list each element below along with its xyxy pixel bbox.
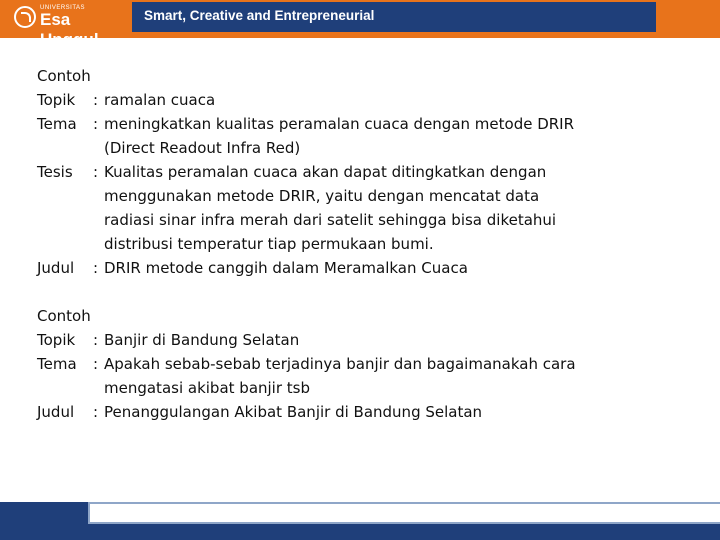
row-value-continued: (Direct Readout Infra Red) xyxy=(104,139,301,157)
row-value-continued: menggunakan metode DRIR, yaitu dengan mencatat data xyxy=(104,187,540,205)
logo-name: Esa Unggul xyxy=(40,10,99,49)
row-key: Topik xyxy=(37,331,76,349)
row-colon: : xyxy=(93,115,99,133)
row-value: Penanggulangan Akibat Banjir di Bandung Selatan xyxy=(104,403,483,421)
row-colon: : xyxy=(93,331,99,349)
row-key: Tema xyxy=(37,355,77,373)
row-topik xyxy=(37,328,697,352)
row-value-continued: distribusi temperatur tiap permukaan bumi. xyxy=(104,235,434,253)
row-colon: : xyxy=(93,259,99,277)
row-colon: : xyxy=(93,91,99,109)
row-topik xyxy=(37,88,697,112)
row-value: ramalan cuaca xyxy=(104,91,216,109)
row-tema xyxy=(37,112,697,136)
tagline-box xyxy=(130,0,658,34)
row-key: Judul xyxy=(37,259,75,277)
logo-small-text: UNIVERSITAS xyxy=(40,5,86,11)
university-logo xyxy=(0,0,128,49)
row-value: DRIR metode canggih dalam Meramalkan Cuaca xyxy=(104,259,468,277)
row-value-continued: radiasi sinar infra merah dari satelit sehingga bisa diketahui xyxy=(104,211,557,229)
row-colon: : xyxy=(93,403,99,421)
row-tema xyxy=(37,352,697,376)
example-heading: Contoh xyxy=(37,307,91,325)
row-value-continued: mengatasi akibat banjir tsb xyxy=(104,379,311,397)
row-key: Topik xyxy=(37,91,76,109)
row-key: Tesis xyxy=(37,163,73,181)
row-value: meningkatkan kualitas peramalan cuaca dengan metode DRIR xyxy=(104,115,575,133)
row-key: Tema xyxy=(37,115,77,133)
row-judul xyxy=(37,400,697,424)
tagline: Smart, Creative and Entrepreneurial xyxy=(144,8,375,23)
footer-panel xyxy=(88,502,720,524)
row-key: Judul xyxy=(37,403,75,421)
logo-emblem-icon xyxy=(14,6,36,28)
row-colon: : xyxy=(93,163,99,181)
row-value: Kualitas peramalan cuaca akan dapat ditingkatkan dengan xyxy=(104,163,547,181)
example-heading: Contoh xyxy=(37,67,91,85)
row-judul xyxy=(37,256,697,280)
row-tesis xyxy=(37,160,697,184)
row-colon: : xyxy=(93,355,99,373)
slide-content xyxy=(37,64,697,424)
row-value: Apakah sebab-sebab terjadinya banjir dan bagaimanakah cara xyxy=(104,355,576,373)
header-bar xyxy=(0,0,720,49)
row-value: Banjir di Bandung Selatan xyxy=(104,331,300,349)
